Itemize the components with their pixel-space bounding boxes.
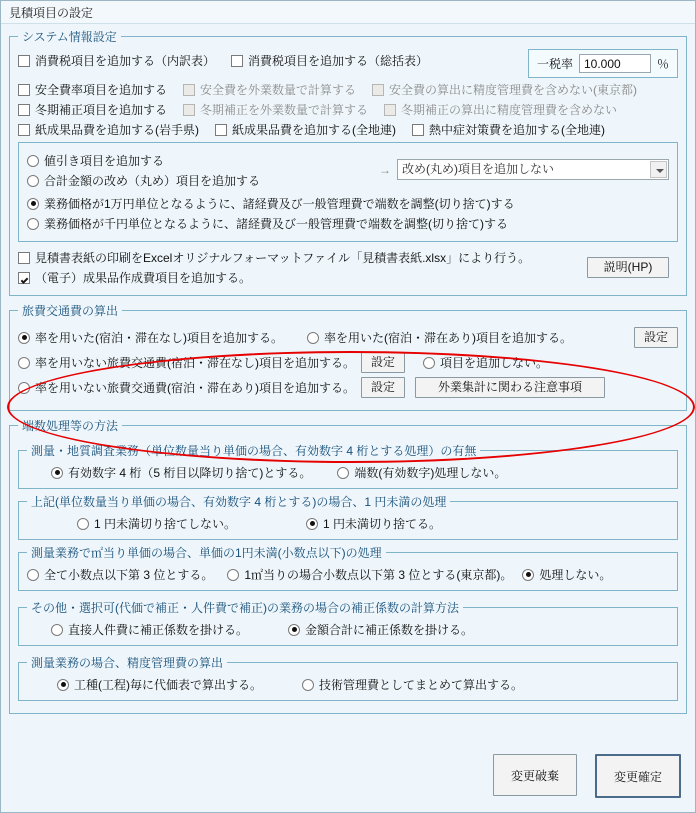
rounding-sub-5-options xyxy=(27,676,669,693)
excel-print-row xyxy=(18,249,578,266)
label-discount: 値引き項目を追加する xyxy=(44,154,165,168)
system-info-row-3 xyxy=(18,101,678,118)
label-travel-norate-no-stay: 率を用いない旅費交通費(宿泊・滞在なし)項目を追加する。 xyxy=(35,356,355,370)
confirm-changes-button[interactable]: 変更確定 xyxy=(595,754,681,798)
rounding-sub-5 xyxy=(18,654,678,701)
label-decimal3-all: 全て小数点以下第 3 位とする。 xyxy=(44,568,214,582)
radio-round-total[interactable] xyxy=(27,175,39,187)
radio-decimal3-tokyo[interactable] xyxy=(227,569,239,581)
radio-correction-total[interactable] xyxy=(288,624,300,636)
radio-travel-none[interactable] xyxy=(423,357,435,369)
label-paper-product-zenchiren: 紙成果品費を追加する(全地連) xyxy=(232,123,396,137)
checkbox-safety-exclude-qc[interactable] xyxy=(372,84,384,96)
travel-cost-group xyxy=(9,302,687,411)
rounding-sub-3 xyxy=(18,544,678,591)
checkbox-tax-summary[interactable] xyxy=(231,55,243,67)
system-info-row-4 xyxy=(18,121,678,138)
label-decimal3-none: 処理しない。 xyxy=(539,568,612,582)
label-travel-rate-with-stay: 率を用いた(宿泊・滞在あり)項目を追加する。 xyxy=(324,331,572,345)
rounding-legend: 端数処理等の方法 xyxy=(22,419,119,433)
option-round-1000[interactable] xyxy=(27,215,669,232)
checkbox-safety-outdoor-qty[interactable] xyxy=(183,84,195,96)
system-info-legend: システム情報設定 xyxy=(22,30,117,44)
help-hp-button[interactable]: 説明(HP) xyxy=(587,257,669,278)
round-item-combo-value: 改め(丸め)項目を追加しない xyxy=(402,162,554,176)
checkbox-heatstroke-measures[interactable] xyxy=(412,124,424,136)
rounding-sub-4 xyxy=(18,599,678,646)
radio-sig4-off[interactable] xyxy=(337,467,349,479)
label-correction-total: 金額合計に補正係数を掛ける。 xyxy=(305,623,474,637)
label-tax-summary: 消費税項目を追加する（総括表） xyxy=(248,54,429,68)
label-excel-cover-print: 見積書表紙の印刷をExcelオリジナルフォーマットファイル「見積書表紙.xlsx」により行う。 xyxy=(35,251,531,265)
label-paper-product-iwate: 紙成果品費を追加する(岩手県) xyxy=(35,123,199,137)
label-safety-outdoor-qty: 安全費を外業数量で計算する xyxy=(200,83,357,97)
radio-travel-rate-no-stay[interactable] xyxy=(18,332,30,344)
radio-travel-norate-with-stay[interactable] xyxy=(18,382,30,394)
rounding-sub-4-options xyxy=(27,621,669,638)
rounding-group xyxy=(9,417,687,714)
rounding-sub-1-legend: 測量・地質調査業務（単位数量当り単価の場合、有効数字 4 桁とする処理）の有無 xyxy=(31,444,477,458)
radio-correction-labor[interactable] xyxy=(51,624,63,636)
round-item-combo[interactable] xyxy=(397,159,669,180)
travel-setting-button-3[interactable]: 設定 xyxy=(361,377,405,398)
checkbox-denshi-product-cost[interactable] xyxy=(18,272,30,284)
option-round-total[interactable] xyxy=(27,172,369,189)
radio-qc-per-process[interactable] xyxy=(57,679,69,691)
radio-travel-rate-with-stay[interactable] xyxy=(307,332,319,344)
radio-decimal3-none[interactable] xyxy=(522,569,534,581)
label-sig4-off: 端数(有効数字)処理しない。 xyxy=(354,466,507,480)
label-qc-per-process: 工種(工程)毎に代価表で算出する。 xyxy=(74,678,262,692)
label-correction-labor: 直接人件費に補正係数を掛ける。 xyxy=(68,623,249,637)
option-discount[interactable] xyxy=(27,152,369,169)
rounding-sub-3-options xyxy=(27,566,669,583)
travel-setting-button-2[interactable]: 設定 xyxy=(361,352,405,373)
arrow-right-icon: → xyxy=(379,162,391,177)
denshi-row xyxy=(18,269,578,286)
checkbox-paper-product-iwate[interactable] xyxy=(18,124,30,136)
label-yen-keep: 1 円未満切り捨てしない。 xyxy=(94,517,237,531)
label-winter-outdoor-qty: 冬期補正を外業数量で計算する xyxy=(200,103,369,117)
checkbox-winter-outdoor-qty[interactable] xyxy=(183,104,195,116)
label-safety-rate: 安全費率項目を追加する xyxy=(35,83,168,97)
rounding-sub-2-options xyxy=(27,515,669,532)
window-title: 見積項目の設定 xyxy=(9,5,94,20)
radio-yen-keep[interactable] xyxy=(77,518,89,530)
option-round-10000[interactable] xyxy=(27,195,669,212)
label-denshi-product-cost: （電子）成果品作成費項目を追加する。 xyxy=(35,271,252,285)
radio-round-10000[interactable] xyxy=(27,198,39,210)
system-info-group xyxy=(9,28,687,296)
checkbox-winter-correction[interactable] xyxy=(18,104,30,116)
label-sig4-on: 有効数字 4 桁（5 桁目以降切り捨て)とする。 xyxy=(68,466,312,480)
label-travel-none: 項目を追加しない。 xyxy=(440,356,549,370)
discard-changes-button[interactable]: 変更破棄 xyxy=(493,754,577,796)
label-winter-exclude-qc: 冬期補正の算出に精度管理費を含めない xyxy=(401,103,618,117)
label-yen-truncate: 1 円未満切り捨てる。 xyxy=(323,517,442,531)
title-bar xyxy=(1,1,695,24)
label-round-10000: 業務価格が1万円単位となるように、諸経費及び一般管理費で端数を調整(切り捨て)する xyxy=(44,197,515,211)
checkbox-winter-exclude-qc[interactable] xyxy=(384,104,396,116)
tax-rate-label: 一税率 xyxy=(536,57,573,71)
checkbox-paper-product-zenchiren[interactable] xyxy=(215,124,227,136)
label-tax-detail: 消費税項目を追加する（内訳表） xyxy=(35,54,216,68)
radio-sig4-on[interactable] xyxy=(51,467,63,479)
radio-qc-lumped[interactable] xyxy=(302,679,314,691)
label-travel-norate-with-stay: 率を用いない旅費交通費(宿泊・滞在あり)項目を追加する。 xyxy=(35,381,355,395)
footer-buttons xyxy=(493,754,681,798)
outdoor-aggregation-notes-button[interactable]: 外業集計に関わる注意事項 xyxy=(415,377,605,398)
checkbox-safety-rate[interactable] xyxy=(18,84,30,96)
tax-rate-input[interactable]: 10.000 xyxy=(579,54,651,73)
radio-discount[interactable] xyxy=(27,155,39,167)
travel-cost-legend: 旅費交通費の算出 xyxy=(22,304,119,318)
rounding-sub-1-options xyxy=(27,464,669,481)
tax-rate-box xyxy=(528,49,678,78)
window-content xyxy=(1,24,695,714)
label-heatstroke-measures: 熱中症対策費を追加する(全地連) xyxy=(429,123,605,137)
label-qc-lumped: 技術管理費としてまとめて算出する。 xyxy=(319,678,524,692)
rounding-sub-2-legend: 上記(単位数量当り単価の場合、有効数字 4 桁とする)の場合、1 円未満の処理 xyxy=(31,495,447,509)
label-decimal3-tokyo: 1㎡当りの場合小数点以下第 3 位とする(東京都)。 xyxy=(244,568,513,582)
tax-rate-unit: ％ xyxy=(656,57,669,71)
radio-round-1000[interactable] xyxy=(27,218,39,230)
radio-decimal3-all[interactable] xyxy=(27,569,39,581)
rounding-sub-2 xyxy=(18,493,678,540)
radio-travel-norate-no-stay[interactable] xyxy=(18,357,30,369)
system-info-row-1 xyxy=(18,52,528,69)
label-round-total: 合計金額の改め（丸め）項目を追加する xyxy=(44,174,261,188)
checkbox-tax-detail[interactable] xyxy=(18,55,30,67)
amount-adjust-panel xyxy=(18,142,678,242)
label-travel-rate-no-stay: 率を用いた(宿泊・滞在なし)項目を追加する。 xyxy=(35,331,283,345)
radio-yen-truncate[interactable] xyxy=(306,518,318,530)
checkbox-excel-cover-print[interactable] xyxy=(18,252,30,264)
label-safety-exclude-qc: 安全費の算出に精度管理費を含めない(東京都) xyxy=(389,83,638,97)
chevron-down-icon[interactable] xyxy=(650,161,667,178)
rounding-sub-3-legend: 測量業務で㎡当り単価の場合、単価の1円未満(小数点以下)の処理 xyxy=(31,546,382,560)
system-info-row-2 xyxy=(18,81,678,98)
label-round-1000: 業務価格が千円単位となるように、諸経費及び一般管理費で端数を調整(切り捨て)する xyxy=(44,217,508,231)
rounding-sub-4-legend: その他・選択可(代価で補正・人件費で補正)の業務の場合の補正係数の計算方法 xyxy=(31,601,459,615)
rounding-sub-1 xyxy=(18,442,678,489)
label-winter-correction: 冬期補正項目を追加する xyxy=(35,103,168,117)
travel-setting-button-1[interactable]: 設定 xyxy=(634,327,678,348)
rounding-sub-5-legend: 測量業務の場合、精度管理費の算出 xyxy=(31,656,224,670)
